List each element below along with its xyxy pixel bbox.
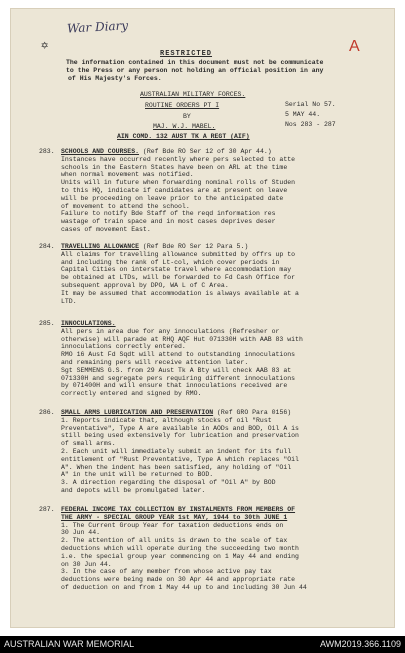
body-line: It may be assumed that accommodation is always available at a — [61, 289, 299, 297]
section-ref: (Ref GRO Para 0156) — [217, 409, 292, 416]
body-line: 071330H and segregate pers requiring different innoculations — [61, 374, 296, 382]
section-title: INNOCULATIONS. — [61, 320, 116, 327]
body-line: Sgt SEMMENS G.S. from 29 Aust Tk A Bty will check AAB 83 at — [61, 366, 292, 374]
body-line: and including the rank of Lt-col, which cover periods in — [61, 258, 280, 266]
body-line: deductions which will operate during the succeeding two month — [61, 544, 299, 552]
section-schools — [61, 148, 387, 234]
notice-line: to the Press or any person not holding an official position in any — [66, 66, 324, 74]
body-line: Failure to notify Bde Staff of the reqd information res — [61, 210, 276, 218]
section-income-tax — [61, 506, 387, 592]
body-line: i.e. the special group year commencing on 1 May 44 and ending — [61, 552, 299, 560]
body-line: and remaining pers will receive attention later. — [61, 358, 249, 366]
section-title: SMALL ARMS LUBRICATION AND PRESERVATION — [61, 409, 214, 416]
body-line: deductions were being made on 30 Apr 44 and appropriate rate — [61, 576, 296, 584]
body-line: A" in the unit will be returned to BOD. — [61, 471, 214, 479]
body-line: cases of movement East. — [61, 225, 151, 233]
body-line: otherwise) will parade at RHQ AQF Hut 071330H with AAB 83 with — [61, 335, 303, 343]
body-line: LTD. — [61, 297, 77, 305]
section-number: 283. — [39, 148, 55, 155]
body-line: 3. In the case of any member from whose active pay tax — [61, 568, 272, 576]
body-line: schools in the Eastern States have been on ARL at the time — [61, 163, 288, 171]
body-line: wastage of train space and in most cases deprives deser — [61, 218, 276, 226]
section-ref: (Ref Bde RO Ser 12 Para 5.) — [142, 243, 249, 250]
section-number: 286. — [39, 409, 55, 416]
forces-heading: AUSTRALIAN MILITARY FORCES. — [140, 91, 246, 98]
section-travelling — [61, 243, 387, 305]
body-line: innoculations correctly entered. — [61, 343, 186, 351]
body-line: 1. Reports indicate that, although stocks of oil "Rust — [61, 416, 272, 424]
section-title-continued: THE ARMY - SPECIAL GROUP YEAR 1st MAY, 1944 to 30th JUNE 1 — [61, 513, 288, 521]
section-small-arms — [61, 409, 387, 495]
body-line: All pers in area due for any innoculations (Refresher or — [61, 327, 280, 335]
body-line: entitlement of "Rust Preventative, Type A which replaces "Oil — [61, 455, 299, 463]
body-line: 30 Jun 44. — [61, 529, 101, 537]
body-line: RMO 16 Aust Fd Sqdt will attend to outstanding innoculations — [61, 351, 296, 359]
body-line: and depots will be promulgated later. — [61, 486, 206, 494]
body-line: 3. A direction regarding the disposal of "Oil A" by BOD — [61, 479, 276, 487]
section-title: TRAVELLING ALLOWANCE — [61, 243, 140, 250]
section-number: 284. — [39, 243, 55, 250]
body-line: be obtained at LTDs, will be forwarded to Fd Cash Office for — [61, 274, 296, 282]
body-line: of movement to attend the school. — [61, 202, 190, 210]
body-line: will be proceeding on leave prior to the anticipated date — [61, 194, 284, 202]
body-line: of deduction on and from 1 May 44 up to and including 30 Jun 44 — [61, 583, 307, 591]
paper-clip-icon: ✡ — [41, 38, 49, 52]
section-number: 287. — [39, 506, 55, 513]
serial-number: Serial No 57. — [285, 101, 336, 108]
handwritten-note: War Diary — [66, 18, 129, 36]
section-title: SCHOOLS AND COURSES. — [61, 148, 140, 155]
stamp-letter: A — [349, 38, 360, 55]
body-line: 2. The attention of all units is drawn to the scale of tax — [61, 537, 288, 545]
body-line: still being used extensively for lubrication and preservation — [61, 432, 299, 440]
body-line: on 30 Jun 44. — [61, 560, 112, 568]
unit-name: AIN COMD. 132 AUST TK A REGT (AIF) — [117, 133, 250, 140]
section-title: FEDERAL INCOME TAX COLLECTION BY INSTALMENTS FROM MEMBERS OF — [61, 506, 296, 513]
section-innoculations — [61, 320, 387, 398]
orders-heading: ROUTINE ORDERS PT I — [145, 102, 220, 109]
body-line: of small arms. — [61, 440, 116, 448]
body-line: by 071400H and will ensure that innoculations received are — [61, 382, 288, 390]
order-numbers: Nos 283 - 287 — [285, 121, 336, 128]
restricted-heading: RESTRICTED — [160, 50, 213, 58]
body-line: Units will in future when forwarding nominal rolls of Studen — [61, 179, 296, 187]
officer-name: MAJ. W.J. MABEL. — [153, 123, 216, 130]
footer-institution: AUSTRALIAN WAR MEMORIAL — [4, 639, 135, 649]
body-line: A". When the indent has been satisfied, any holding of "Oil — [61, 463, 292, 471]
order-date: 5 MAY 44. — [285, 111, 321, 118]
body-line: to this HQ, indicate if candidates are at present on leave — [61, 186, 288, 194]
body-line: when normal movement was notified. — [61, 171, 194, 179]
body-line: Capital Cities on interstate travel where accommodation may — [61, 266, 292, 274]
notice-line: of His Majesty's Forces. — [68, 74, 162, 82]
body-line: Preventative", Type A are available in AODs and BOD, Oil A is — [61, 424, 299, 432]
body-line: correctly entered and signed by RMO. — [61, 390, 202, 398]
notice-line: The information contained in this document must not be communicate — [66, 59, 324, 66]
section-ref: (Ref Bde RO Ser 12 of 30 Apr 44.) — [142, 148, 272, 155]
body-line: 1. The Current Group Year for taxation deductions ends on — [61, 521, 284, 529]
body-line: Instances have occurred recently where pers selected to atte — [61, 155, 296, 163]
body-line: 2. Each unit will immediately submit an indent for its full — [61, 447, 292, 455]
footer-accession-number: AWM2019.366.1109 — [319, 639, 401, 649]
body-line: subsequent approval by DPO, WA L of C Area. — [61, 281, 229, 289]
section-number: 285. — [39, 320, 55, 327]
archive-footer — [0, 636, 405, 653]
by-label: BY — [183, 113, 191, 120]
restriction-notice — [66, 59, 323, 82]
body-line: All claims for travelling allowance submitted by offrs up to — [61, 250, 296, 258]
